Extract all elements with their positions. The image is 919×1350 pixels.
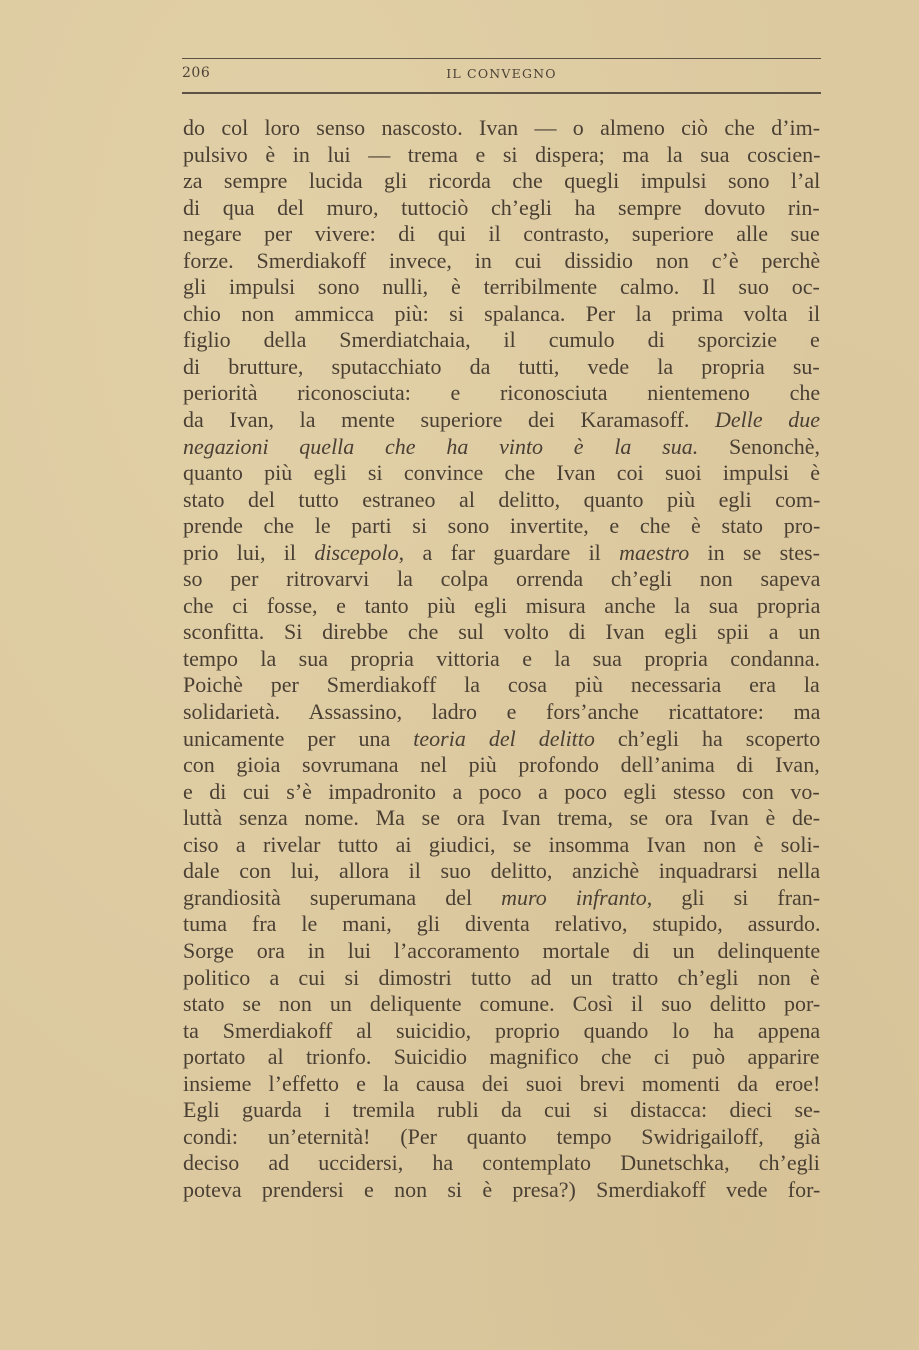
italic-text: maestro bbox=[619, 539, 690, 565]
text-segment: dale con lui, allora il suo delitto, anzichè inquadrarsi nella bbox=[183, 858, 821, 884]
text-line bbox=[183, 699, 820, 726]
text-line bbox=[183, 221, 820, 248]
text-segment: gli impulsi sono nulli, è terribilmente calmo. Il suo oc- bbox=[183, 274, 820, 300]
text-line bbox=[183, 1124, 820, 1151]
text-line bbox=[183, 354, 820, 381]
text-line bbox=[183, 301, 820, 328]
text-line bbox=[183, 1018, 820, 1045]
text-segment: prio lui, il bbox=[183, 539, 315, 565]
text-line bbox=[183, 487, 820, 514]
text-segment: pulsivo è in lui — trema e si dispera; ma la sua coscien- bbox=[183, 141, 821, 167]
italic-text: Delle due bbox=[715, 407, 821, 433]
text-segment: poteva prendersi e non si è presa?) Smerdiakoff vede for- bbox=[183, 1176, 821, 1202]
italic-text: muro infranto bbox=[501, 884, 647, 910]
text-line bbox=[183, 593, 820, 620]
text-line bbox=[183, 779, 820, 806]
text-line bbox=[183, 646, 820, 673]
text-line bbox=[183, 274, 820, 301]
text-segment: tempo la sua propria vittoria e la sua propria condanna. bbox=[183, 645, 821, 671]
text-segment: za sempre lucida gli ricorda che quegli impulsi sono l’al bbox=[183, 168, 821, 194]
text-segment: Sorge ora in lui l’accoramento mortale di un delinquente bbox=[183, 937, 821, 963]
header-rule-bottom bbox=[182, 92, 821, 94]
text-segment: do col loro senso nascosto. Ivan — o almeno ciò che d’im- bbox=[183, 115, 821, 140]
text-line bbox=[183, 991, 820, 1018]
text-segment: ch’egli ha scoperto bbox=[594, 725, 821, 751]
text-segment: condi: un’eternità! (Per quanto tempo Swidrigailoff, già bbox=[183, 1123, 821, 1149]
text-line bbox=[183, 195, 820, 222]
text-segment: ciso a rivelar tutto ai giudici, se insomma Ivan non è soli- bbox=[183, 831, 820, 857]
text-segment: Poichè per Smerdiakoff la cosa più necessaria era la bbox=[183, 672, 820, 698]
text-line bbox=[183, 965, 820, 992]
text-segment: so per ritrovarvi la colpa orrenda ch’egli non sapeva bbox=[183, 566, 821, 592]
text-segment: con gioia sovrumana nel più profondo dell’anima di Ivan, bbox=[183, 752, 820, 778]
text-line bbox=[183, 832, 820, 859]
text-line bbox=[183, 540, 820, 567]
text-segment: negare per vivere: di qui il contrasto, superiore alle sue bbox=[183, 221, 820, 247]
text-segment: di brutture, sputacchiato da tutti, vede la propria su- bbox=[183, 353, 820, 379]
header-rule-top bbox=[182, 58, 821, 59]
text-segment: quanto più egli si convince che Ivan coi suoi impulsi è bbox=[183, 460, 821, 486]
text-segment: e di cui s’è impadronito a poco a poco egli stesso con vo- bbox=[183, 778, 820, 804]
text-line bbox=[183, 434, 820, 461]
text-segment: ta Smerdiakoff al suicidio, proprio quando lo ha appena bbox=[183, 1017, 821, 1043]
text-segment: , gli si fran- bbox=[646, 884, 821, 910]
text-line bbox=[183, 938, 820, 965]
text-segment: chio non ammicca più: si spalanca. Per la prima volta il bbox=[183, 300, 821, 326]
text-line bbox=[183, 460, 820, 487]
text-line bbox=[183, 407, 820, 434]
text-segment: deciso ad uccidersi, ha contemplato Dunetschka, ch’egli bbox=[183, 1150, 820, 1176]
running-head bbox=[182, 63, 821, 87]
text-line bbox=[183, 911, 820, 938]
text-segment: stato se non un deliquente comune. Così il suo delitto por- bbox=[183, 991, 821, 1017]
text-line bbox=[183, 1044, 820, 1071]
text-line bbox=[183, 726, 820, 753]
text-segment: prende che le parti si sono invertite, e che è stato pro- bbox=[183, 513, 821, 539]
text-segment: grandiosità superumana del bbox=[183, 884, 502, 910]
text-segment: portato al trionfo. Suicidio magnifico che ci può apparire bbox=[183, 1044, 820, 1070]
text-line bbox=[183, 513, 820, 540]
text-line bbox=[183, 805, 820, 832]
italic-text: negazioni quella che ha vinto è la sua. bbox=[183, 433, 699, 459]
text-line bbox=[183, 168, 820, 195]
text-segment: periorità riconosciuta: e riconosciuta nientemeno che bbox=[183, 380, 821, 406]
text-line bbox=[183, 380, 820, 407]
body-text bbox=[183, 115, 820, 1203]
text-line bbox=[183, 885, 820, 912]
text-segment: figlio della Smerdiatchaia, il cumulo di sporcizie e bbox=[183, 327, 820, 353]
text-line bbox=[183, 1177, 820, 1204]
text-segment: sconfitta. Si direbbe che sul volto di Ivan egli spii a un bbox=[183, 619, 821, 645]
text-line bbox=[183, 1150, 820, 1177]
italic-text: discepolo bbox=[314, 539, 399, 565]
text-line bbox=[183, 1097, 820, 1124]
text-segment: che ci fosse, e tanto più egli misura anche la sua propria bbox=[183, 592, 821, 618]
text-segment: in se stes- bbox=[689, 539, 820, 565]
text-line bbox=[183, 142, 820, 169]
text-segment: , a far guardare il bbox=[398, 539, 620, 565]
text-segment: forze. Smerdiakoff invece, in cui dissidio non c’è perchè bbox=[183, 247, 821, 273]
text-segment: di qua del muro, tuttociò ch’egli ha sempre dovuto rin- bbox=[183, 194, 820, 220]
text-line bbox=[183, 248, 820, 275]
text-segment: solidarietà. Assassino, ladro e fors’anche ricattatore: ma bbox=[183, 699, 821, 725]
italic-text: teoria del delitto bbox=[413, 725, 595, 751]
text-line bbox=[183, 752, 820, 779]
text-segment: unicamente per una bbox=[183, 725, 414, 751]
text-line bbox=[183, 1071, 820, 1098]
text-line bbox=[183, 327, 820, 354]
text-line bbox=[183, 858, 820, 885]
text-segment: insieme l’effetto e la causa dei suoi brevi momenti da eroe! bbox=[183, 1070, 821, 1096]
journal-title: IL CONVEGNO bbox=[446, 66, 557, 81]
text-segment: tuma fra le mani, gli diventa relativo, stupido, assurdo. bbox=[183, 911, 821, 937]
text-segment: Egli guarda i tremila rubli da cui si distacca: dieci se- bbox=[183, 1097, 821, 1123]
page-number: 206 bbox=[182, 65, 211, 81]
text-segment: Senonchè, bbox=[698, 433, 821, 459]
text-line bbox=[183, 672, 820, 699]
text-segment: politico a cui si dimostri tutto ad un tratto ch’egli non è bbox=[183, 964, 820, 990]
text-line bbox=[183, 115, 820, 142]
text-segment: luttà senza nome. Ma se ora Ivan trema, se ora Ivan è de- bbox=[183, 805, 821, 831]
text-segment: stato del tutto estraneo al delitto, quanto più egli com- bbox=[183, 486, 821, 512]
text-line bbox=[183, 566, 820, 593]
text-line bbox=[183, 619, 820, 646]
text-segment: da Ivan, la mente superiore dei Karamasoff. bbox=[183, 407, 716, 433]
